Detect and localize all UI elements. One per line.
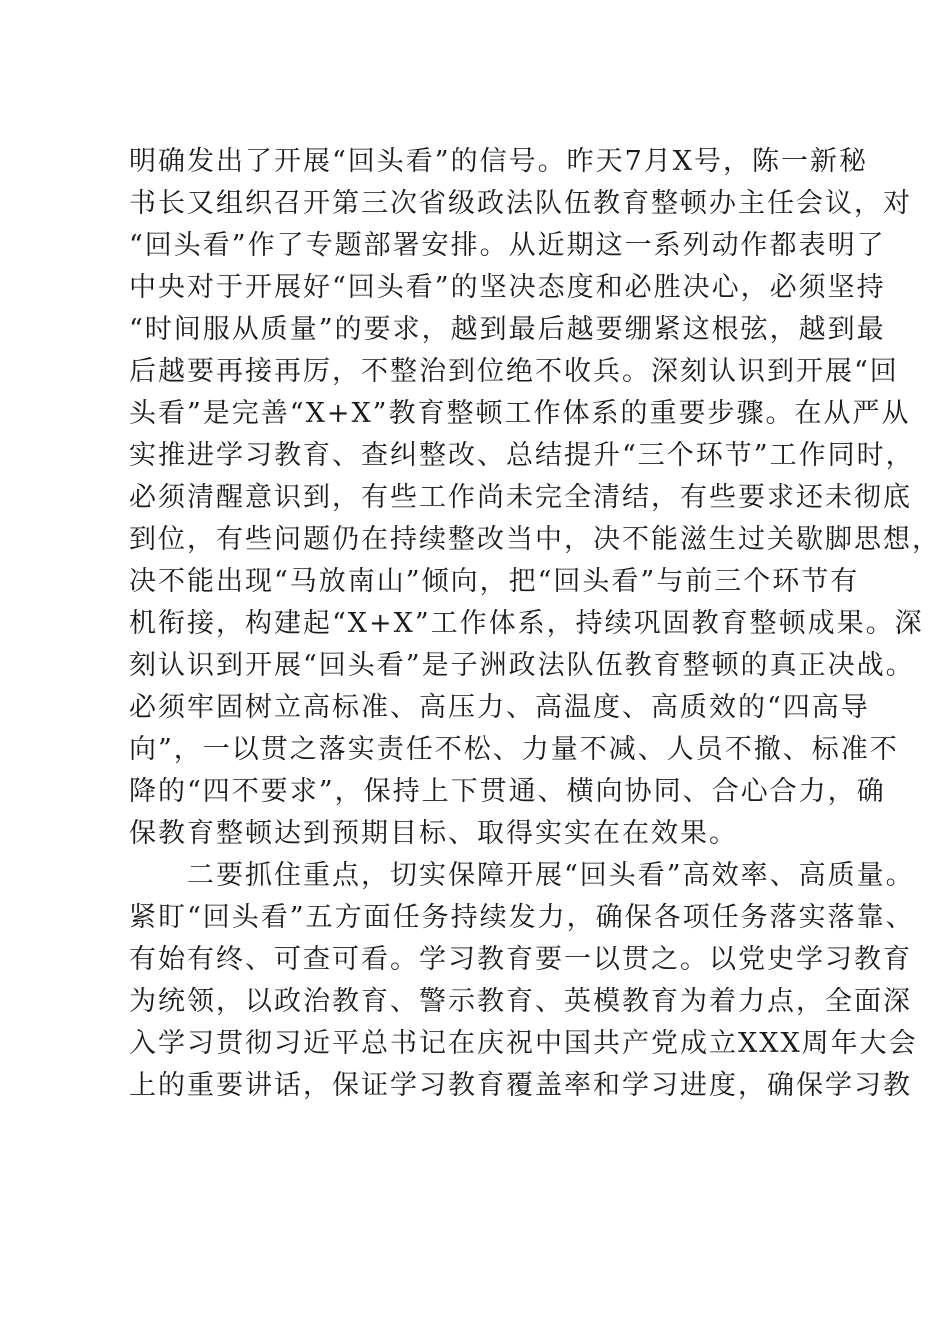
text-line: 明确发出了开展“回头看”的信号。昨天7月X号，陈一新秘: [129, 146, 869, 177]
text-line: 紧盯“回头看”五方面任务持续发力，确保各项任务落实落靠、: [129, 902, 915, 933]
text-line: 头看”是完善“X+X”教育整顿工作体系的重要步骤。在从严从: [129, 398, 911, 429]
text-line: 必须牢固树立高标准、高压力、高温度、高质效的“四高导: [129, 692, 870, 723]
text-line: 向”，一以贯之落实责任不松、力量不减、人员不撤、标准不: [129, 734, 899, 765]
text-line: “回头看”作了专题部署安排。从近期这一系列动作都表明了: [129, 230, 886, 261]
text-line: 必须清醒意识到，有些工作尚未完全清结，有些要求还未彻底: [129, 482, 912, 513]
text-line: 有始有终、可查可看。学习教育要一以贯之。以党史学习教育: [129, 944, 912, 975]
document-body: [129, 141, 941, 1107]
text-line: 中央对于开展好“回头看”的坚决态度和必胜决心，必须坚持: [129, 272, 886, 303]
text-line: 保教育整顿达到预期目标、取得实实在在效果。: [129, 818, 738, 849]
text-line: 入学习贯彻习近平总书记在庆祝中国共产党成立XXX周年大会: [129, 1028, 918, 1059]
text-line: 为统领，以政治教育、警示教育、英模教育为着力点，全面深: [129, 986, 912, 1017]
text-line: 到位，有些问题仍在持续整改当中，决不能滋生过关歇脚思想，: [129, 524, 941, 555]
text-line: “时间服从质量”的要求，越到最后越要绷紧这根弦，越到最: [129, 314, 886, 345]
text-line: 实推进学习教育、查纠整改、总结提升“三个环节”工作同时，: [129, 440, 915, 471]
text-line: 上的重要讲话，保证学习教育覆盖率和学习进度，确保学习教: [129, 1070, 912, 1101]
text-line: 刻认识到开展“回头看”是子洲政法队伍教育整顿的真正决战。: [129, 650, 915, 681]
text-line: 降的“四不要求”，保持上下贯通、横向协同、合心合力，确: [129, 776, 886, 807]
text-line: 后越要再接再厉，不整治到位绝不收兵。深刻认识到开展“回: [129, 356, 899, 387]
text-line: 机衔接，构建起“X+X”工作体系，持续巩固教育整顿成果。深: [129, 608, 924, 639]
text-line: 书长又组织召开第三次省级政法队伍教育整顿办主任会议，对: [129, 188, 912, 219]
paragraph-start-line: 二要抓住重点，切实保障开展“回头看”高效率、高质量。: [129, 860, 915, 891]
text-line: 决不能出现“马放南山”倾向，把“回头看”与前三个环节有: [129, 566, 860, 597]
